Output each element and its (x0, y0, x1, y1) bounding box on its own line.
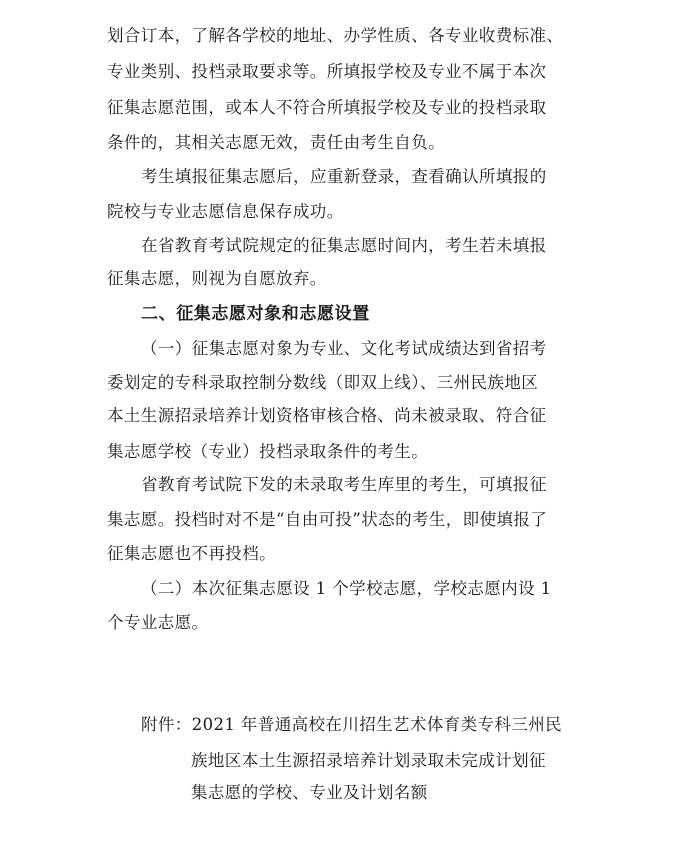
paragraph-line: （二）本次征集志愿设 1 个学校志愿，学校志愿内设 1 (141, 579, 552, 598)
paragraph-line: 征集志愿也不再投档。 (107, 544, 276, 563)
paragraph-line: 委划定的专科录取控制分数线（即双上线）、三州民族地区 (107, 373, 539, 392)
paragraph-line: 在省教育考试院规定的征集志愿时间内，考生若未填报 (141, 236, 547, 255)
paragraph-line: 条件的，其相关志愿无效，责任由考生自负。 (107, 133, 445, 152)
paragraph-line: 个专业志愿。 (107, 613, 209, 632)
paragraph-line: （一）征集志愿对象为专业、文化考试成绩达到省招考 (141, 339, 547, 358)
attachment-line: 集志愿的学校、专业及计划名额 (191, 783, 428, 802)
paragraph-line: 征集志愿范围，或本人不符合所填报学校及专业的投档录取 (107, 98, 547, 117)
paragraph-line: 征集志愿，则视为自愿放弃。 (107, 269, 327, 288)
paragraph-line: 集志愿学校（专业）投档录取条件的考生。 (107, 442, 429, 461)
paragraph-line: 院校与专业志愿信息保存成功。 (107, 202, 344, 221)
paragraph-line: 集志愿。投档时对不是“自由可投”状态的考生，即使填报了 (107, 510, 548, 529)
paragraph-line: 省教育考试院下发的未录取考生库里的考生，可填报征 (141, 475, 547, 494)
paragraph-line: 专业类别、投档录取要求等。所填报学校及专业不属于本次 (107, 62, 547, 81)
paragraph-line: 本土生源招录培养计划资格审核合格、尚未被录取、符合征 (107, 406, 547, 425)
paragraph-line: 考生填报征集志愿后，应重新登录，查看确认所填报的 (141, 167, 547, 186)
section-heading: 二、征集志愿对象和志愿设置 (141, 304, 370, 324)
attachment-line: 附件：2021 年普通高校在川招生艺术体育类专科三州民 (141, 715, 563, 734)
paragraph-line: 划合订本，了解各学校的地址、办学性质、各专业收费标准、 (107, 26, 564, 45)
attachment-line: 族地区本土生源招录培养计划录取未完成计划征 (191, 751, 546, 770)
